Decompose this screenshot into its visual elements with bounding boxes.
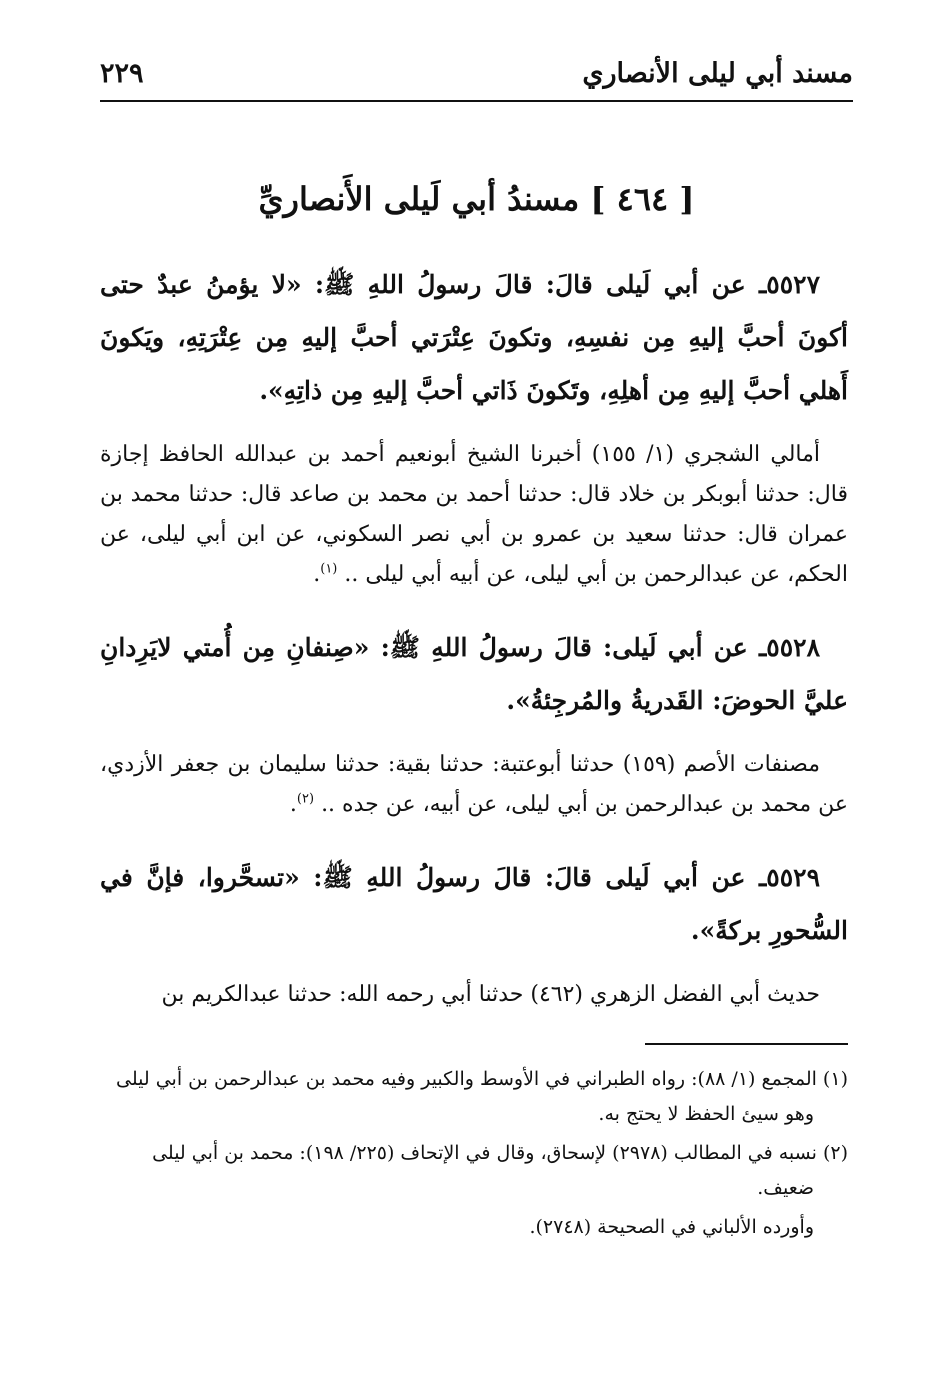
source-5528-text: مصنفات الأصم (١٥٩) حدثنا أبوعتبة: حدثنا بقية: حدثنا سليمان بن جعفر الأزدي، عن محمد بن عبدالرحمن بن أبي ليلى، عن أبيه، عن جده .. bbox=[100, 752, 848, 817]
footnote-2-continuation: وأورده الألباني في الصحيحة (٢٧٤٨). bbox=[529, 1216, 814, 1238]
source-5527: أمالي الشجري (١/ ١٥٥) أخبرنا الشيخ أبونعيم أحمد بن عبدالله الحافظ إجازة قال: حدثنا أبوبكر بن خلاد قال: حدثنا أحمد بن محمد بن صاعد قال: حدثنا محمد بن عمران قال: حدثنا سعيد بن عمرو بن أبي نصر السكوني، عن ابن أبي ليلى، عن الحكم، عن عبدالرحمن بن أبي ليلى، عن أبيه أبي ليلى .. $^{(١)}$. bbox=[100, 442, 848, 587]
footnote-ref-1[interactable]: (١) bbox=[320, 561, 338, 577]
page-number: ٢٢٩ bbox=[100, 58, 144, 89]
main-text bbox=[100, 258, 848, 1041]
running-header bbox=[100, 56, 853, 102]
footnote-rule bbox=[645, 1043, 848, 1045]
footnotes bbox=[100, 1062, 848, 1245]
source-5527-text: أمالي الشجري (١/ ١٥٥) أخبرنا الشيخ أبونعيم أحمد بن عبدالله الحافظ إجازة قال: حدثنا أبوبكر بن خلاد قال: حدثنا أحمد بن محمد بن صاعد قال: حدثنا محمد بن عمران قال: حدثنا سعيد بن عمرو بن أبي نصر السكوني، عن ابن أبي ليلى، عن الحكم، عن عبدالرحمن بن أبي ليلى، عن أبيه أبي ليلى .. bbox=[100, 442, 848, 587]
header-rule bbox=[100, 100, 853, 102]
hadith-5529: ٥٥٢٩ـ عن أبي لَيلى قالَ: قالَ رسولُ اللهِ ﷺ: «تسحَّروا، فإنَّ في السُّحورِ بركةً». bbox=[100, 863, 848, 945]
section-title: [ ٤٦٤ ] مسندُ أبي لَيلى الأَنصاريِّ bbox=[258, 180, 695, 218]
source-5528: مصنفات الأصم (١٥٩) حدثنا أبوعتبة: حدثنا بقية: حدثنا سليمان بن جعفر الأزدي، عن محمد بن عبدالرحمن بن أبي ليلى، عن أبيه، عن جده .. $^{(٢)}$. bbox=[100, 752, 848, 817]
hadith-5528: ٥٥٢٨ـ عن أبي لَيلى: قالَ رسولُ اللهِ ﷺ: «صِنفانِ مِن أُمتي لايَرِدانِ عليَّ الحوضَ: القَدريةُ والمُرجِئةُ». bbox=[100, 633, 848, 715]
source-5529: حديث أبي الفضل الزهري (٤٦٢) حدثنا أبي رحمه الله: حدثنا عبدالكريم بن bbox=[161, 982, 820, 1007]
footnote-ref-2[interactable]: (٢) bbox=[296, 791, 315, 807]
running-header-title: مسند أبي ليلى الأنصاري bbox=[582, 58, 853, 89]
footnote-1: (١) المجمع (١/ ٨٨): رواه الطبراني في الأوسط والكبير وفيه محمد بن عبدالرحمن بن أبي ليلى وهو سيئ الحفظ لا يحتج به. bbox=[116, 1068, 848, 1125]
hadith-5527: ٥٥٢٧ـ عن أبي لَيلى قالَ: قالَ رسولُ اللهِ ﷺ: «لا يؤمنُ عبدٌ حتى أكونَ أحبَّ إليهِ مِن نفسِهِ، وتكونَ عِتْرَتي أحبَّ إليهِ مِن عِتْرَتِهِ، ويَكونَ أَهلي أحبَّ إليهِ مِن أهلِهِ، وتَكونَ ذَاتي أحبَّ إليهِ مِن ذاتِهِ». bbox=[100, 270, 848, 405]
footnote-2: (٢) نسبه في المطالب (٢٩٧٨) لإسحاق، وقال في الإتحاف (٢٢٥/ ١٩٨): محمد بن أبي ليلى ضعيف. bbox=[152, 1142, 848, 1199]
